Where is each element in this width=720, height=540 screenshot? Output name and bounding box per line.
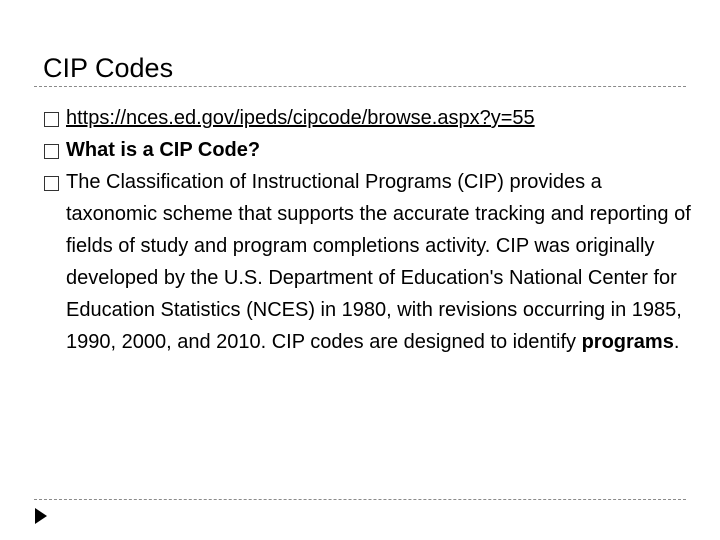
description-end: . — [673, 331, 680, 353]
square-bullet-icon — [44, 176, 59, 191]
bullet-link — [44, 102, 694, 134]
question-text: What is a CIP Code? — [66, 139, 261, 161]
bullet-question — [44, 134, 694, 166]
bottom-divider — [34, 499, 686, 500]
square-bullet-icon — [44, 144, 59, 159]
triangle-right-arrow-icon[interactable] — [35, 508, 47, 524]
square-bullet-icon — [44, 112, 59, 127]
cip-browse-link[interactable]: https://nces.ed.gov/ipeds/cipcode/browse.aspx?y=55 — [66, 107, 535, 129]
description-bold-word: programs — [581, 331, 674, 353]
top-divider — [34, 86, 686, 87]
bullet-description — [44, 166, 694, 358]
slide-title: CIP Codes — [43, 53, 174, 83]
description-text: The Classification of Instructional Programs (CIP) provides a taxonomic scheme that supports the accurate tracking and reporting of fields of study and program completions activity. CIP was originally developed by the U.S. Department of Education's National Center for Education Statistics (NCES) in 1980, with revisions occurring in 1985, 1990, 2000, and 2010. CIP codes are designed to identify — [66, 171, 691, 353]
bullet-list — [44, 102, 694, 358]
